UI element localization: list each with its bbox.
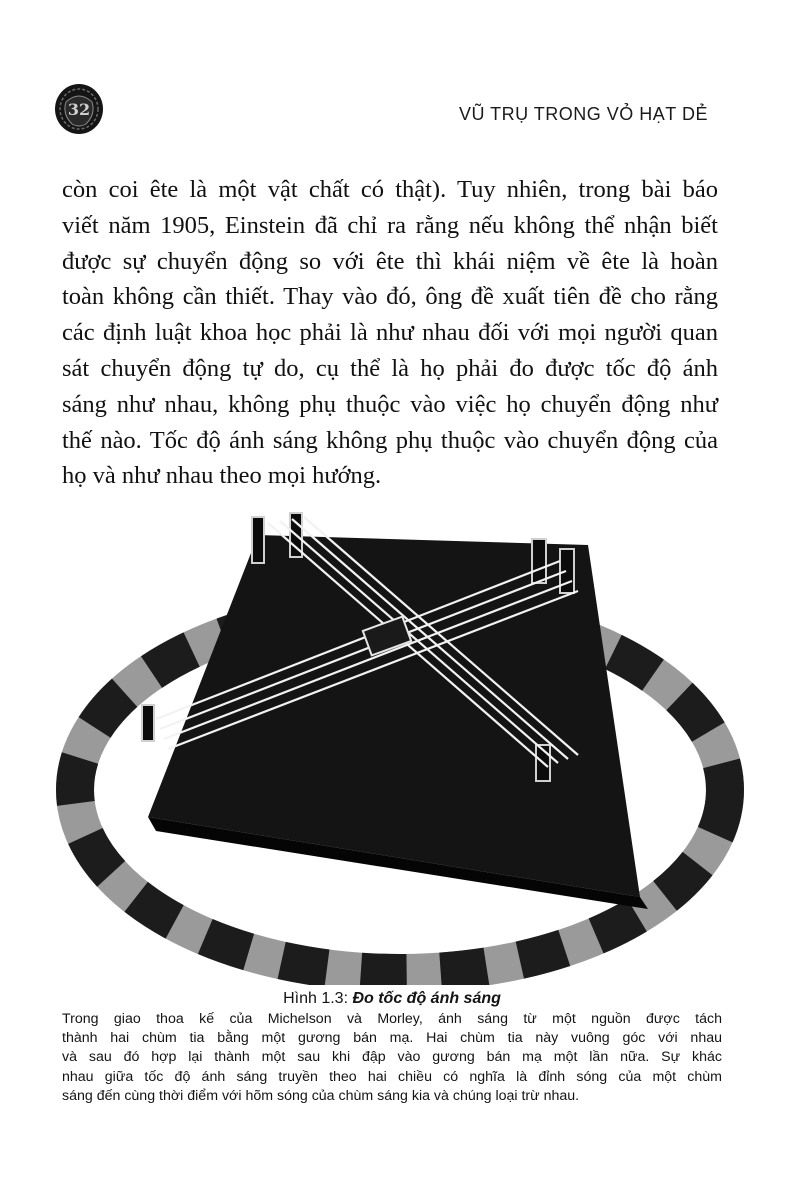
body-paragraph (62, 172, 718, 494)
body-line: được sự chuyển động so với ête thì khái niệm về ête là hoàn (62, 247, 718, 275)
body-line: sáng như nhau, không phụ thuộc vào việc họ chuyển động như (62, 390, 718, 418)
caption-body (62, 1010, 722, 1106)
body-line: viết năm 1905, Einstein đã chỉ ra rằng nếu không thể nhận biết (62, 211, 718, 239)
body-line: thế nào. Tốc độ ánh sáng không phụ thuộc vào chuyển động của (62, 426, 718, 454)
body-line: còn coi ête là một vật chất có thật). Tuy nhiên, trong bài báo (62, 176, 718, 203)
body-line: sát chuyển động tự do, cụ thể là họ phải đo được tốc độ ánh (62, 354, 718, 382)
caption-label: Hình 1.3: (283, 990, 353, 1007)
caption-line: sáng đến cùng thời điểm với hõm sóng của chùm sáng kia và chúng loại trừ nhau. (62, 1087, 580, 1104)
caption-line: Trong giao thoa kế của Michelson và Morley, ánh sáng từ một nguồn được tách (62, 1011, 722, 1027)
page-number: 32 (67, 100, 91, 119)
body-line: các định luật khoa học phải là như nhau đối với mọi người quan (62, 319, 718, 347)
caption-title (62, 990, 722, 1008)
body-line: họ và như nhau theo mọi hướng. (62, 462, 382, 490)
caption-line: nhau giữa tốc độ ánh sáng truyền theo hai chiều có nghĩa là đỉnh sóng của một chùm (62, 1068, 722, 1085)
running-header: VŨ TRỤ TRONG VỎ HẠT DẺ (458, 104, 708, 124)
interferometer-figure (48, 505, 758, 985)
caption-line: thành hai chùm tia bằng một gương bán mạ. Hai chùm tia này vuông góc với nhau (62, 1030, 722, 1047)
caption-line: và sau đó hợp lại thành một sau khi đập vào gương bán mạ một lần nữa. Sự khác (62, 1049, 722, 1066)
caption-heading: Đo tốc độ ánh sáng (352, 990, 501, 1007)
body-line: toàn không cần thiết. Thay vào đó, ông đề xuất tiên đề cho rằng (62, 283, 718, 311)
figure-caption (62, 990, 722, 1106)
page-number-badge-icon (52, 82, 106, 136)
